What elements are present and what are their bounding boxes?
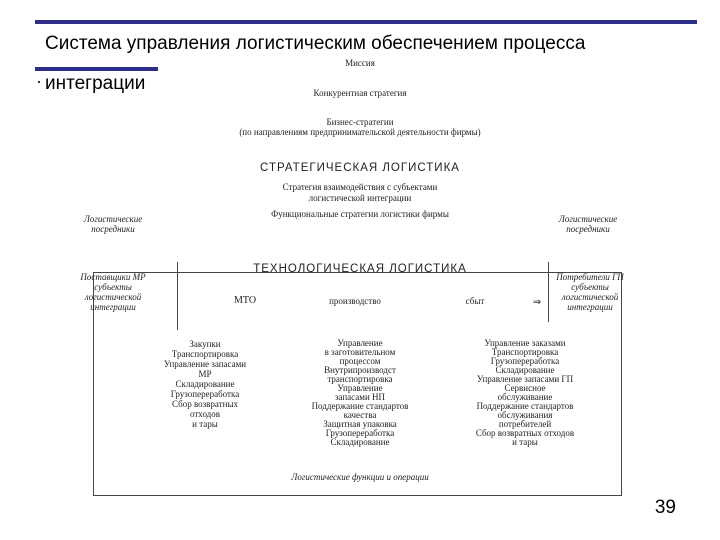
function-item: Транспортировка — [491, 347, 559, 357]
function-item: Сбор возвратных отходов — [475, 428, 575, 438]
function-item: транспортировка — [327, 374, 393, 384]
left-functions-column — [140, 339, 270, 429]
left-suppliers-line: Поставщики МР — [80, 272, 146, 282]
function-item: Управление запасами ГП — [476, 374, 574, 384]
function-item: и тары — [192, 419, 218, 429]
right-intermediaries-line1: Логистические — [558, 214, 618, 224]
function-item: в заготовительном — [324, 347, 396, 357]
sales-label: сбыт — [465, 296, 485, 306]
function-item: Складирование — [175, 379, 235, 389]
bullet-dot — [38, 81, 40, 83]
page-number: 39 — [654, 497, 676, 518]
function-item: Управление — [337, 383, 383, 393]
right-consumers-line: субъекты — [571, 282, 609, 292]
functional-strategies-label: Функциональные стратегии логистики фирмы — [271, 209, 449, 219]
function-item: Грузопереработка — [325, 428, 395, 438]
technological-logistics-heading: ТЕХНОЛОГИЧЕСКАЯ ЛОГИСТИКА — [253, 263, 467, 275]
function-item: отходов — [189, 409, 221, 419]
function-item: Закупки — [189, 339, 221, 349]
function-item: МР — [198, 369, 212, 379]
right-consumers-block — [540, 272, 640, 312]
left-intermediaries-line1: Логистические — [83, 214, 143, 224]
function-item: Управление — [337, 338, 383, 348]
right-consumers-line: интеграции — [567, 302, 613, 312]
function-item: Управление запасами — [163, 359, 247, 369]
left-suppliers-block — [63, 272, 163, 312]
function-item: Транспортировка — [171, 349, 239, 359]
top-accent-bar — [35, 20, 697, 24]
function-item: Поддержание стандартов — [311, 401, 409, 411]
function-item: качества — [343, 410, 377, 420]
sales-arrow-icon: ⇒ — [532, 297, 542, 308]
interaction-strategy-line2: логистической интеграции — [308, 193, 412, 203]
left-intermediaries-line2: посредники — [91, 224, 135, 234]
right-consumers-line: Потребители ГП — [556, 272, 624, 282]
right-functions-column — [450, 339, 600, 447]
business-strategies-line2: (по направлениям предпринимательской деятельности фирмы) — [239, 127, 481, 137]
slide-title-line2: интеграции — [45, 73, 146, 94]
function-item: Сервисное — [504, 383, 546, 393]
right-consumers-line: логистической — [561, 292, 619, 302]
function-item: запасами НП — [334, 392, 386, 402]
middle-functions-column — [290, 339, 430, 447]
function-item: Поддержание стандартов — [476, 401, 574, 411]
function-item: обслуживание — [497, 392, 553, 402]
left-suppliers-line: логистической — [84, 292, 142, 302]
function-item: Внутрипроизводст — [324, 365, 396, 375]
function-item: Грузопереработка — [490, 356, 560, 366]
function-item: Грузопереработка — [170, 389, 240, 399]
function-item: Складирование — [330, 437, 390, 447]
right-intermediaries-line2: посредники — [566, 224, 610, 234]
left-suppliers-line: субъекты — [94, 282, 132, 292]
strategic-logistics-heading: СТРАТЕГИЧЕСКАЯ ЛОГИСТИКА — [260, 162, 460, 174]
function-item: потребителей — [498, 419, 552, 429]
function-item: обслуживания — [497, 410, 553, 420]
function-item: Сбор возвратных — [172, 399, 238, 409]
left-suppliers-line: интеграции — [90, 302, 136, 312]
function-item: Управление заказами — [484, 338, 566, 348]
interaction-strategy-line1: Стратегия взаимодействия с субъектами — [282, 182, 438, 192]
function-item: процессом — [339, 356, 381, 366]
function-item: Складирование — [495, 365, 555, 375]
left-accent-bar — [35, 67, 158, 71]
production-label: производство — [329, 296, 381, 306]
mission-label: Миссия — [345, 58, 375, 68]
left-vertical-connector — [177, 262, 178, 330]
footer-functions-label: Логистические функции и операции — [291, 472, 429, 482]
slide-title-line1: Система управления логистическим обеспечением процесса — [45, 33, 586, 54]
mto-label: МТО — [233, 295, 257, 306]
function-item: Защитная упаковка — [323, 419, 397, 429]
business-strategies-line1: Бизнес-стратегии — [326, 117, 394, 127]
competitive-strategy-label: Конкурентная стратегия — [313, 88, 407, 98]
function-item: и тары — [512, 437, 538, 447]
